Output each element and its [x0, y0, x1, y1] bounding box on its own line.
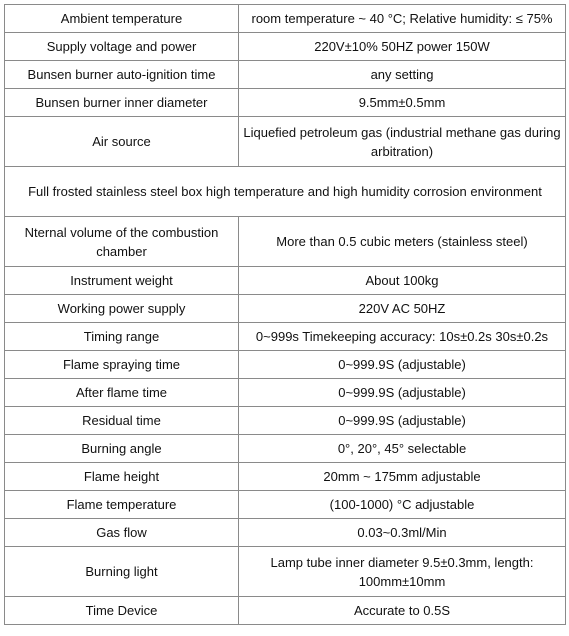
spec-label: After flame time [5, 379, 239, 407]
spec-label: Burning light [5, 547, 239, 597]
spec-value: 220V±10% 50HZ power 150W [239, 33, 566, 61]
spec-value: 0~999.9S (adjustable) [239, 379, 566, 407]
table-row [5, 89, 566, 117]
table-row [5, 597, 566, 625]
spec-label: Gas flow [5, 519, 239, 547]
table-row [5, 463, 566, 491]
spec-value: More than 0.5 cubic meters (stainless steel) [239, 217, 566, 267]
spec-value: Accurate to 0.5S [239, 597, 566, 625]
spec-value: 220V AC 50HZ [239, 295, 566, 323]
table-row [5, 323, 566, 351]
table-row [5, 61, 566, 89]
spec-label: Air source [5, 117, 239, 167]
spec-value: 0~999.9S (adjustable) [239, 407, 566, 435]
spec-label: Instrument weight [5, 267, 239, 295]
table-row [5, 117, 566, 167]
spec-value: 0°, 20°, 45° selectable [239, 435, 566, 463]
spec-value: (100-1000) °C adjustable [239, 491, 566, 519]
spec-label: Residual time [5, 407, 239, 435]
table-row [5, 267, 566, 295]
spec-value: Lamp tube inner diameter 9.5±0.3mm, length: 100mm±10mm [239, 547, 566, 597]
spec-label: Burning angle [5, 435, 239, 463]
table-row [5, 519, 566, 547]
spec-value: 0~999.9S (adjustable) [239, 351, 566, 379]
table-row [5, 547, 566, 597]
table-row [5, 407, 566, 435]
spec-label: Flame spraying time [5, 351, 239, 379]
spec-full-row: Full frosted stainless steel box high temperature and high humidity corrosion environment [5, 167, 566, 217]
table-row [5, 351, 566, 379]
table-row [5, 33, 566, 61]
table-row [5, 217, 566, 267]
spec-label: Nternal volume of the combustion chamber [5, 217, 239, 267]
table-row [5, 167, 566, 217]
spec-label: Bunsen burner inner diameter [5, 89, 239, 117]
spec-value: 0.03~0.3ml/Min [239, 519, 566, 547]
spec-value: Liquefied petroleum gas (industrial methane gas during arbitration) [239, 117, 566, 167]
spec-label: Flame temperature [5, 491, 239, 519]
spec-label: Supply voltage and power [5, 33, 239, 61]
spec-value: any setting [239, 61, 566, 89]
table-row [5, 491, 566, 519]
table-row [5, 295, 566, 323]
spec-value: About 100kg [239, 267, 566, 295]
spec-value: room temperature ~ 40 °C; Relative humidity: ≤ 75% [239, 5, 566, 33]
spec-value: 20mm ~ 175mm adjustable [239, 463, 566, 491]
spec-label: Time Device [5, 597, 239, 625]
table-row [5, 5, 566, 33]
spec-value: 9.5mm±0.5mm [239, 89, 566, 117]
spec-label: Flame height [5, 463, 239, 491]
table-row [5, 379, 566, 407]
spec-label: Ambient temperature [5, 5, 239, 33]
table-row [5, 435, 566, 463]
spec-label: Bunsen burner auto-ignition time [5, 61, 239, 89]
spec-label: Working power supply [5, 295, 239, 323]
spec-table [4, 4, 566, 625]
spec-label: Timing range [5, 323, 239, 351]
spec-value: 0~999s Timekeeping accuracy: 10s±0.2s 30s±0.2s [239, 323, 566, 351]
